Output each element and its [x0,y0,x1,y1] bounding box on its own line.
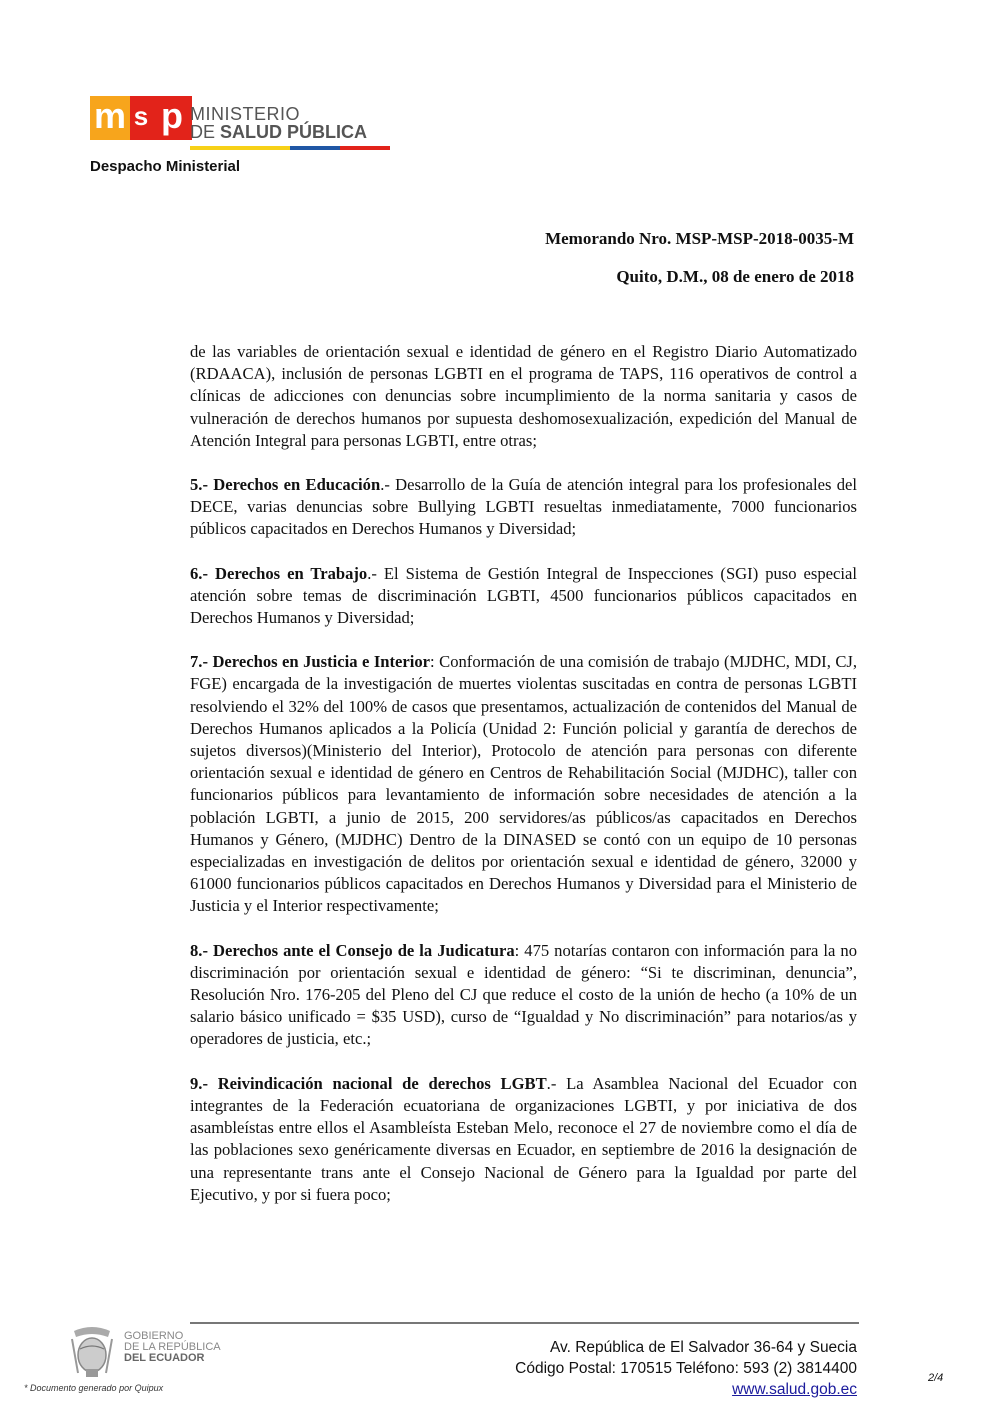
footer-postal-phone: Código Postal: 170515 Teléfono: 593 (2) 3814400 [515,1360,857,1377]
government-logo [68,1325,228,1385]
logo-flag-stripe [190,146,390,150]
quipux-note: * Documento generado por Quipux [24,1383,164,1393]
logo-health-text: DE SALUD PÚBLICA [190,122,368,142]
paragraph-6-heading: 6.- Derechos en Trabajo [190,563,368,583]
paragraph-8-heading: 8.- Derechos ante el Consejo de la Judicatura [190,940,515,960]
government-text: GOBIERNO DE LA REPÚBLICA DEL ECUADOR [124,1330,221,1364]
department-name: Despacho Ministerial [90,158,241,175]
logo-p-block: p [152,96,192,140]
paragraph-7-heading: 7.- Derechos en Justicia e Interior [190,652,431,672]
paragraph-8: 8.- Derechos ante el Consejo de la Judicatura: 475 notarías contaron con información para la no discriminación por orientación sexual e identidad de género: “Si te discriminan, denuncia”, Resolución Nro. 176-205 del Pleno del CJ que reduce el costo de la unión de hecho (a 10% de un salario básico unificado = $35 USD), curso de “Igualdad y No discriminación” para notarios/as y operadores de justicia, etc.; [190,940,857,1049]
logo-m-block: m [90,96,130,140]
page-number: 2/4 [928,1372,944,1384]
paragraph-9: 9.- Reivindicación nacional de derechos LGBT.- La Asamblea Nacional del Ecuador con integrantes de la Federación ecuatoriana de organizaciones LGBTI, y por iniciativa de dos asambleístas entre ellos el Asambleísta Esteban Melo, reconoce el 27 de noviembre como el día de las poblaciones sexo genéricamente diversas en Ecuador, en septiembre de 2016 la designación de una representante trans ante el Consejo Nacional de Género para la Igualdad por parte del Ejecutivo, y por si fuera poco; [190,1073,857,1204]
paragraph-continued: de las variables de orientación sexual e identidad de género en el Registro Diario Automatizado (RDAACA), inclusión de personas LGBTI en el programa de TAPS, 116 operativos de control a clínicas de adicciones con denuncias sobre incumplimiento de la norma sanitaria y casos de vulneración de derechos humanos por supuesta deshomosexualización, expedición del Manual de Atención Integral para personas LGBTI, entre otras; [190,342,857,450]
paragraph-6: 6.- Derechos en Trabajo.- El Sistema de Gestión Integral de Inspecciones (SGI) puso especial atención sobre temas de discriminación LGBTI, 4500 funcionarios públicos capacitados en Derechos Humanos y Diversidad; [190,563,857,628]
footer-website-link[interactable]: www.salud.gob.ec [732,1381,857,1398]
memo-number: Memorando Nro. MSP-MSP-2018-0035-M [545,229,854,248]
memo-body [190,341,857,1228]
paragraph-9-heading: 9.- Reivindicación nacional de derechos LGBT [190,1073,547,1093]
memo-date: Quito, D.M., 08 de enero de 2018 [616,267,854,286]
msp-logo [90,96,380,156]
paragraph-5: 5.- Derechos en Educación.- Desarrollo de la Guía de atención integral para los profesionales del DECE, varias denuncias sobre Bullying LGBTI resueltas inmediatamente, 7000 funcionarios públicos capacitados en Derechos Humanos y Diversidad; [190,475,858,539]
footer-address: Av. República de El Salvador 36-64 y Suecia [549,1339,857,1356]
paragraph-5-heading: 5.- Derechos en Educación [190,475,381,495]
coat-of-arms-icon [68,1325,116,1381]
logo-s-block: s [130,96,152,140]
footer-divider [190,1322,859,1324]
logo-ministry-text: MINISTERIO [190,104,301,124]
paragraph-7: 7.- Derechos en Justicia e Interior: Conformación de una comisión de trabajo (MJDHC, MDI, CJ, FGE) encargada de la investigación de muertes violentas suscitadas en contra de personas LGBTI resolviendo el 32% del 100% de casos que presentamos, actualización de contenidos del Manual de Derechos Humanos aplicados a la Policía (Unidad 2: Función policial y garantía de derechos de sujetos diversos)(Ministerio del Interior), Protocolo de atención para personas con diferente orientación sexual e identidad de género en Centros de Rehabilitación Social (MJDHC), taller con funcionarios públicos para levantamiento de información sobre necesidades de atención a la población LGBTI, a junio de 2015, 200 servidores/as públicos/as capacitados en Derechos Humanos y Género, (MJDHC) Dentro de la DINASED se contó con un equipo de 10 personas especializadas en investigación de delitos por orientación sexual e identidad de género, 32000 y 61000 funcionarios públicos capacitados en Derechos Humanos y Diversidad para el Ministerio de Justicia y el Interior respectivamente; [190,652,857,916]
